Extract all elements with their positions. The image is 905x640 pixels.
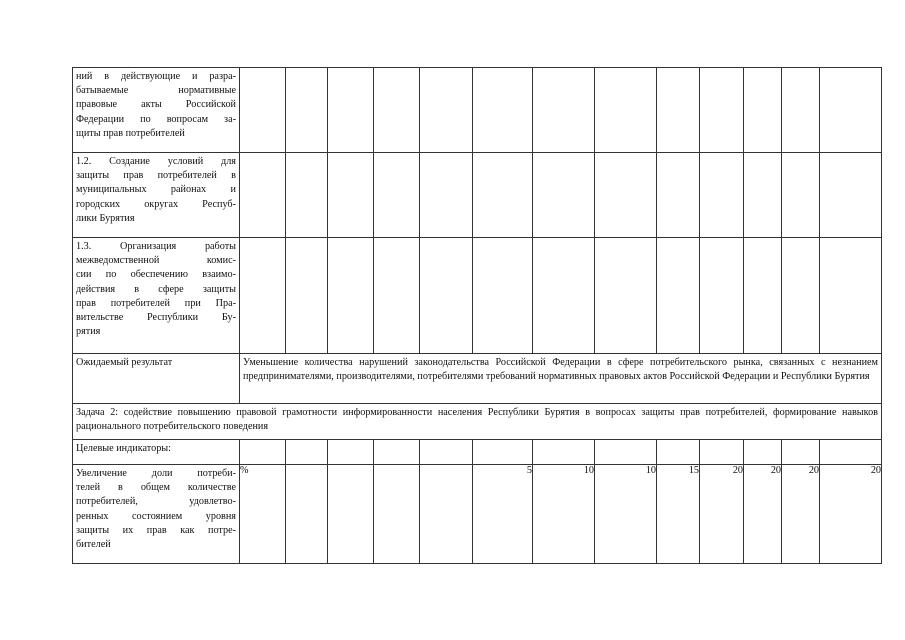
program-table	[72, 67, 882, 564]
text-line: защиты прав потребителей в	[76, 170, 236, 182]
text-line: телей в общем количестве	[76, 482, 236, 494]
value-cell: 5	[473, 465, 533, 564]
value-cell: 20	[700, 465, 744, 564]
activity-text	[73, 68, 239, 141]
value-cell: 10	[533, 465, 595, 564]
text-line: сии по обеспечению взаимо-	[76, 269, 236, 281]
expected-result-label: Ожидаемый результат	[73, 354, 240, 404]
text-line: межведомственной комис-	[76, 255, 236, 267]
text-line: вительстве Республики Бу-	[76, 312, 236, 324]
expected-result-cell	[240, 354, 882, 404]
value-cell	[374, 465, 420, 564]
table-row	[73, 354, 882, 404]
table-row	[73, 465, 882, 564]
table-row	[73, 404, 882, 440]
text-line: бителей	[76, 539, 111, 551]
text-line: батываемые нормативные	[76, 85, 236, 97]
activity-cell	[73, 153, 240, 238]
value-cell: 20	[744, 465, 782, 564]
table-row	[73, 238, 882, 354]
text-line: Увеличение доли потреби-	[76, 468, 236, 479]
text-line: защиты их прав как потре-	[76, 524, 236, 536]
text-line: ний в действующие и разра-	[76, 71, 236, 82]
unit-cell: %	[240, 465, 286, 564]
text-line: ренных состоянием уровня	[76, 510, 236, 522]
table-row	[73, 440, 882, 465]
activity-cell	[73, 238, 240, 354]
text-line: щиты прав потребителей	[76, 127, 185, 139]
table-row	[73, 68, 882, 153]
text-line: действия в сфере защиты	[76, 283, 236, 295]
value-cell: 20	[820, 465, 882, 564]
expected-result-text: Уменьшение количества нарушений законодательства Российской Федерации в сфере потребительского рынка, связанных с незнанием предпринимателями, производителями, потребителями требований нормативных правовых актов Российской Федерации и Республики Бурятия	[243, 357, 878, 383]
indicator-text	[73, 465, 239, 552]
value-cell: 15	[657, 465, 700, 564]
text-line: Федерации по вопросам за-	[76, 113, 236, 125]
activity-text	[73, 238, 239, 339]
activity-cell	[73, 68, 240, 153]
value-cell	[286, 465, 328, 564]
indicator-cell	[73, 465, 240, 564]
text-line: потребителей, удовлетво-	[76, 496, 236, 508]
indicators-label: Целевые индикаторы:	[73, 440, 240, 465]
value-cell: 20	[782, 465, 820, 564]
text-line: городских округах Респуб-	[76, 198, 236, 210]
task-text: Задача 2: содействие повышению правовой грамотности информированности населения Республики Бурятия в вопросах защиты прав потребителей, формирование навыков рационального потребительского поведения	[76, 407, 878, 433]
text-line: прав потребителей при Пра-	[76, 297, 236, 309]
value-cell	[420, 465, 473, 564]
value-cell	[328, 465, 374, 564]
text-line: 1.3. Организация работы	[76, 241, 236, 252]
task-cell	[73, 404, 882, 440]
table-row	[73, 153, 882, 238]
text-line: рятия	[76, 326, 101, 338]
text-line: лики Бурятия	[76, 212, 135, 224]
activity-text	[73, 153, 239, 226]
text-line: муниципальных районах и	[76, 184, 236, 196]
text-line: правовые акты Российской	[76, 99, 236, 111]
value-cell: 10	[595, 465, 657, 564]
text-line: 1.2. Создание условий для	[76, 156, 236, 167]
